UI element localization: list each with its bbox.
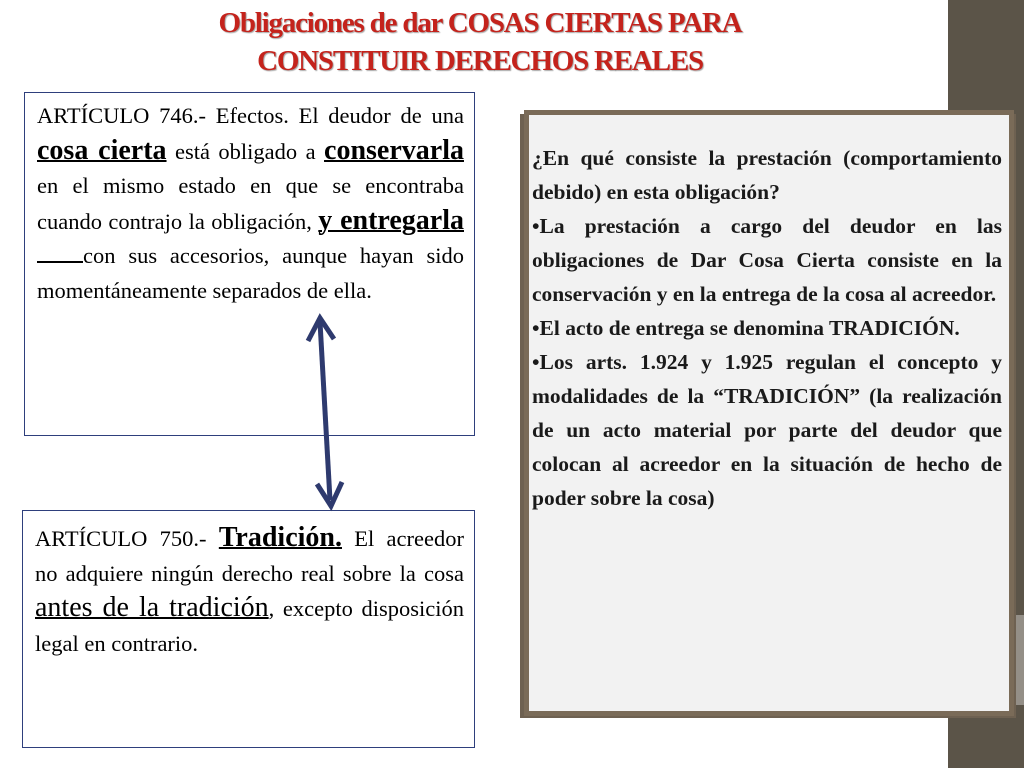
article-746-part1: ARTÍCULO 746.- Efectos. El deudor de una — [37, 103, 464, 128]
term-tradicion: Tradición. — [218, 522, 342, 553]
article-746-part3: en el mismo estado en que se encontraba cuando contrajo la obligación, — [37, 173, 464, 234]
panel-question: ¿En qué consiste la prestación (comportamiento debido) en esta obligación? — [532, 146, 1002, 204]
explanation-text — [532, 141, 1002, 515]
article-750-part1: ARTÍCULO 750.- — [35, 526, 219, 551]
slide-title — [120, 4, 840, 80]
title-line-1: Obligaciones de dar COSAS CIERTAS PARA — [218, 7, 742, 39]
panel-bullet-2: •El acto de entrega se denomina TRADICIÓN. — [532, 316, 960, 340]
term-y-entregarla: y entregarla — [318, 204, 464, 236]
term-conservarla: conservarla — [324, 134, 464, 166]
panel-bullet-3: •Los arts. 1.924 y 1.925 regulan el concepto y modalidades de la “TRADICIÓN” (la realización de un acto material por parte del deudor que colocan al acreedor en la situación de hecho de poder sobre la cosa) — [532, 350, 1002, 510]
article-746-text — [37, 99, 464, 308]
term-cosa-cierta: cosa cierta — [37, 134, 167, 166]
article-746-part2: está obligado a — [166, 138, 325, 164]
article-750-text — [35, 521, 464, 661]
article-746-part4: con sus accesorios, aunque hayan sido momentáneamente separados de ella. — [37, 243, 464, 303]
article-750-part3: , excepto disposición legal en contrario. — [35, 596, 464, 656]
panel-bullet-1: •La prestación a cargo del deudor en las obligaciones de Dar Cosa Cierta consiste en la conservación y en la entrega de la cosa al acreedor. — [532, 214, 1002, 306]
article-746-box — [24, 92, 475, 436]
article-750-part2: El acreedor no adquiere ningún derecho real sobre la cosa — [35, 526, 464, 586]
title-line-2: CONSTITUIR DERECHOS REALES — [257, 45, 703, 77]
arrow-head-down — [317, 482, 342, 506]
article-750-box — [22, 510, 475, 748]
underline-gap — [37, 261, 83, 263]
term-antes-de-la-tradicion: antes de la tradición — [35, 592, 269, 623]
